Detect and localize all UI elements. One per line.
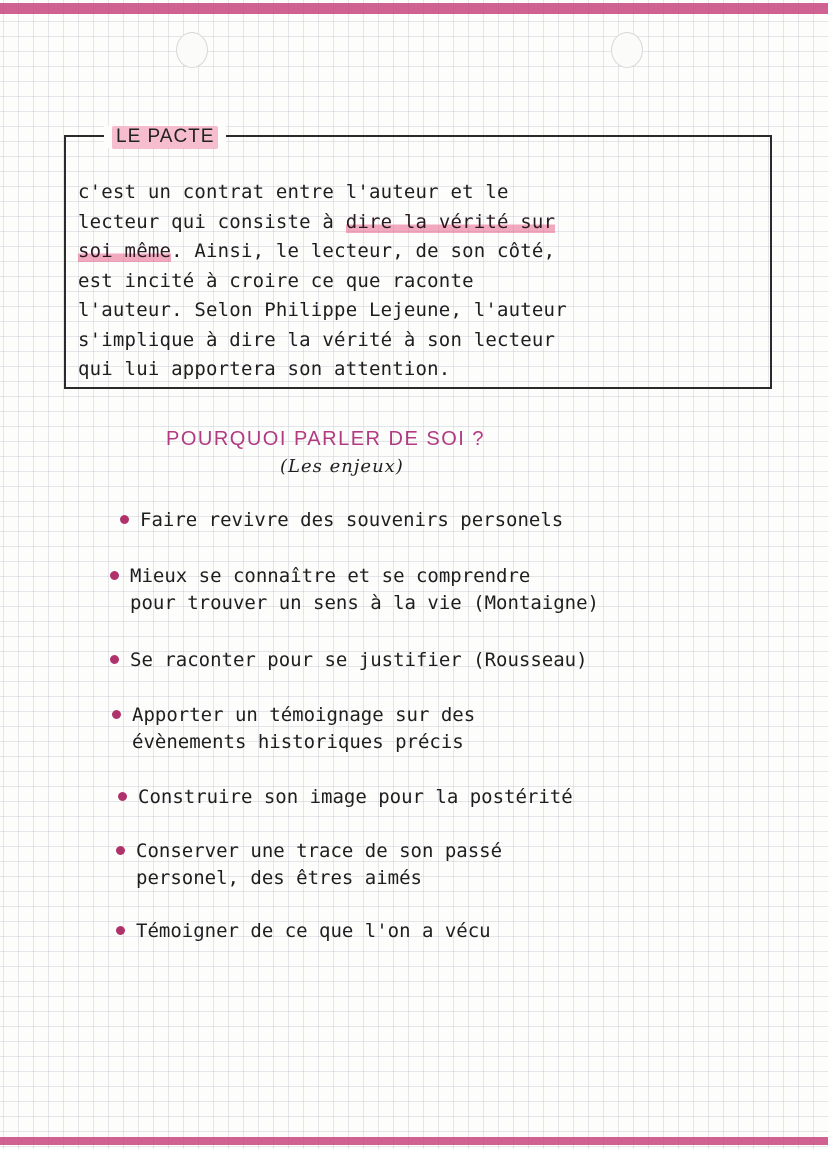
bullet-dot bbox=[116, 926, 125, 935]
bullet-dot bbox=[110, 571, 119, 580]
pacte-line: est incité à croire ce que raconte bbox=[78, 269, 474, 292]
section-title: POURQUOI PARLER DE SOI ? bbox=[166, 428, 486, 450]
binder-hole-right bbox=[611, 32, 643, 68]
bullet-dot bbox=[112, 710, 121, 719]
section-subtitle: (Les enjeux) bbox=[280, 456, 404, 477]
pacte-line: c'est un contrat entre l'auteur et le bbox=[78, 181, 509, 203]
bullet-dot bbox=[120, 515, 129, 524]
pacte-title: LE PACTE bbox=[104, 126, 226, 148]
pacte-line: qui lui apportera son attention. bbox=[78, 358, 451, 380]
pacte-line: lecteur qui consiste à dire la vérité sur bbox=[78, 210, 556, 233]
bullet-dot bbox=[116, 846, 125, 855]
highlight-dire-la-verite: dire la vérité sur bbox=[345, 210, 556, 233]
list-item: Apporter un témoignage sur des évènements historiques précis bbox=[132, 702, 792, 756]
list-item: Construire son image pour la postérité bbox=[138, 784, 798, 811]
list-item: Conserver une trace de son passé personel, des êtres aimés bbox=[136, 838, 796, 892]
highlight-soi-meme: soi même bbox=[78, 240, 172, 262]
bullet-dot bbox=[118, 792, 127, 801]
binder-hole-left bbox=[176, 32, 208, 68]
top-margin-band bbox=[0, 3, 828, 14]
pacte-line: l'auteur. Selon Philippe Lejeune, l'auteur bbox=[78, 299, 567, 321]
list-item: Témoigner de ce que l'on a vécu bbox=[136, 918, 796, 945]
pacte-definition bbox=[78, 178, 768, 385]
bottom-margin-band bbox=[0, 1137, 828, 1145]
list-item: Mieux se connaître et se comprendre pour trouver un sens à la vie (Montaigne) bbox=[130, 563, 790, 617]
bullet-dot bbox=[110, 655, 119, 664]
pacte-line: soi même. Ainsi, le lecteur, de son côté, bbox=[78, 240, 556, 262]
pacte-line: s'implique à dire la vérité à son lecteur bbox=[78, 328, 556, 351]
list-item: Faire revivre des souvenirs personels bbox=[140, 507, 800, 534]
list-item: Se raconter pour se justifier (Rousseau) bbox=[130, 647, 790, 674]
